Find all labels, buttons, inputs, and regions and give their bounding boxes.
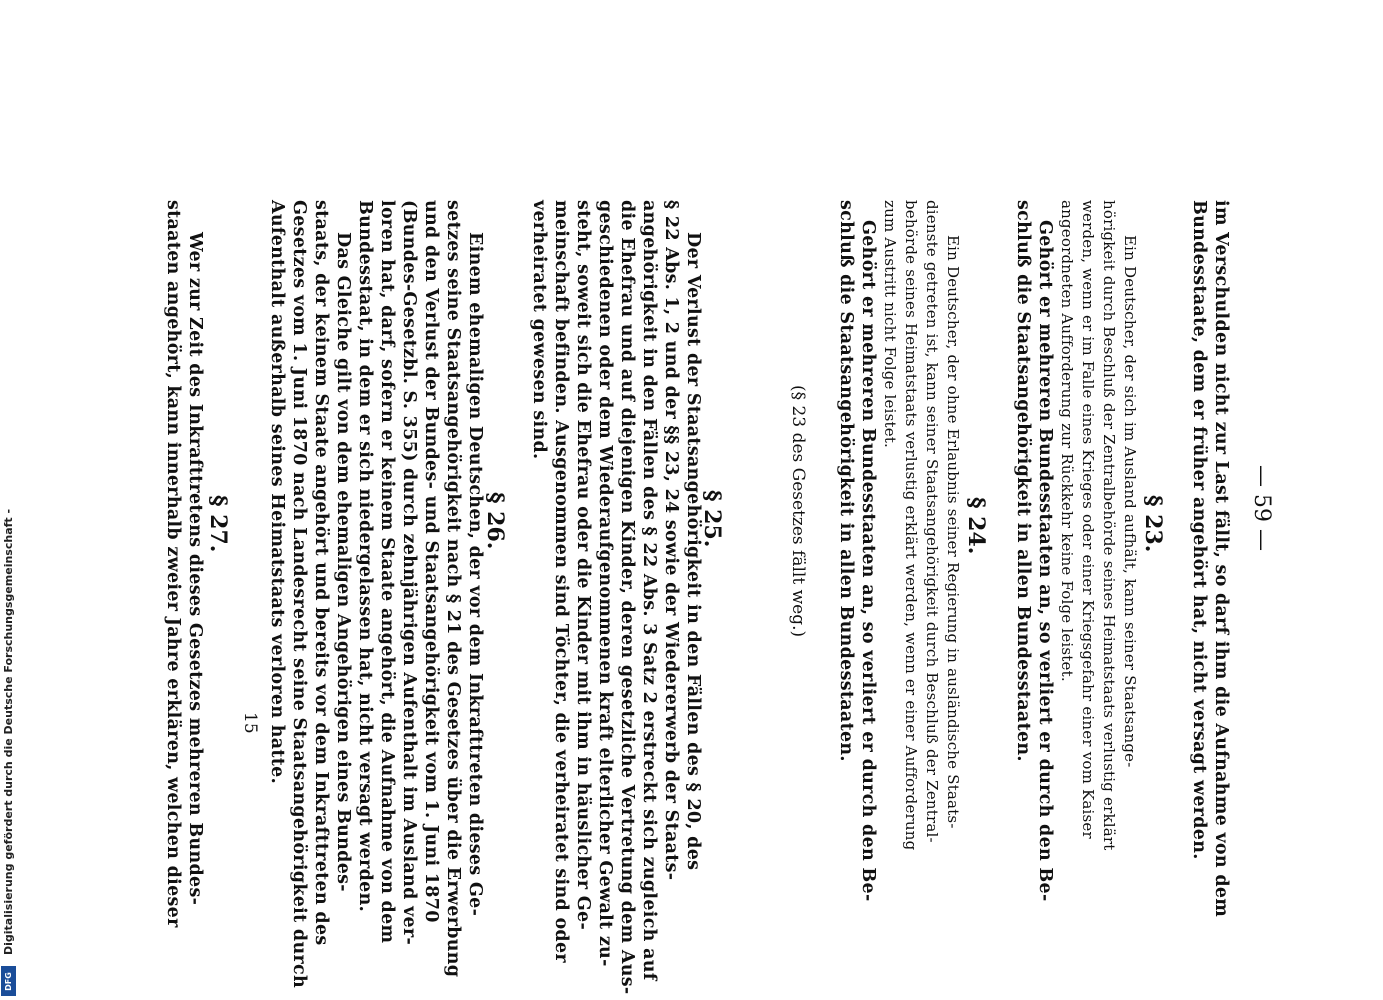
- text-line: staats, der keinem Staate angehört und bereits vor dem Inkrafttreten des: [311, 200, 331, 946]
- section-heading: § 26.: [482, 492, 508, 550]
- section-heading: § 27.: [205, 495, 231, 553]
- text-line: angeordneten Aufforderung zur Rückkehr keine Folge leistet.: [1058, 200, 1076, 682]
- text-line: Einem ehemaligen Deutschen, der vor dem Inkrafttreten dieses Ge-: [465, 232, 485, 917]
- section-heading: § 24.: [963, 497, 989, 555]
- text-line: geschiedenen oder dem Wiederaufgenommenen kraft elterlicher Gewalt zu-: [595, 200, 615, 967]
- dfg-logo: [1, 966, 16, 996]
- digitization-sidebar: [0, 0, 18, 1000]
- text-line: Gesetzes vom 1. Juni 1870 nach Landesrecht seine Staatsangehörigkeit durch: [289, 200, 309, 988]
- text-line: Gehört er mehreren Bundesstaaten an, so verliert er durch den Be-: [858, 220, 878, 902]
- text-line: behörde seines Heimatstaats verlustig erklärt werden, wenn er einer Aufforderung: [902, 200, 920, 851]
- text-line: schluß die Staatsangehörigkeit in allen Bundesstaaten.: [1013, 200, 1033, 762]
- text-line: und den Verlust der Bundes- und Staatsangehörigkeit vom 1. Juni 1870: [421, 200, 441, 923]
- text-line: zum Austritt nicht Folge leistet.: [881, 200, 899, 449]
- text-line: hörigkeit durch Beschluß der Zentralbehörde seines Heimatstaats verlustig erklärt: [1100, 200, 1118, 851]
- text-line: schluß die Staatsangehörigkeit in allen Bundesstaaten.: [836, 200, 856, 762]
- text-line: (Bundes-Gesetzbl. S. 355) durch zehnjährigen Aufenthalt im Ausland ver-: [399, 200, 419, 946]
- text-line: setzes seine Staatsangehörigkeit nach § 21 des Gesetzes über die Erwerbung: [443, 200, 463, 978]
- text-line: Das Gleiche gilt von dem ehemaligen Angehörigen eines Bundes-: [333, 232, 353, 892]
- text-line: die Ehefrau und auf diejenigen Kinder, deren gesetzliche Vertretung dem Aus-: [617, 200, 637, 995]
- text-line: Aufenthalt außerhalb seines Heimatstaats verloren hatte.: [267, 200, 287, 785]
- text-line: Bundesstaate, dem er früher angehört hat, nicht versagt werden.: [1189, 200, 1209, 860]
- text-line: Ein Deutscher, der sich im Ausland aufhält, kann seiner Staatsange-: [1121, 235, 1139, 768]
- text-line: werden, wenn er im Falle eines Krieges oder einer Kriegsgefahr einer vom Kaiser: [1079, 200, 1097, 839]
- section-heading: § 23.: [1140, 495, 1166, 553]
- text-line: verheiratet gewesen sind.: [529, 200, 549, 460]
- text-line: loren hat, darf, sofern er keinem Staate angehört, die Aufnahme von dem: [377, 200, 397, 944]
- page-number: — 59 —: [1249, 465, 1274, 551]
- text-line: § 22 Abs. 1, 2 und der §§ 23, 24 sowie der Wiedererwerb der Staats-: [661, 200, 681, 881]
- note-line: (§ 23 des Gesetzes fällt weg.): [788, 385, 808, 638]
- text-line: Der Verlust der Staatsangehörigkeit in den Fällen des § 20, des: [683, 232, 703, 871]
- text-line: staaten angehört, kann innerhalb zweier Jahre erklären, welchen dieser: [163, 200, 183, 928]
- text-line: Wer zur Zeit des Inkrafttretens dieses Gesetzes mehreren Bundes-: [185, 232, 205, 906]
- section-heading: § 25.: [699, 490, 725, 548]
- text-line: Ein Deutscher, der ohne Erlaubnis seiner Regierung in ausländische Staats-: [944, 235, 962, 829]
- text-line: dienste getreten ist, kann seiner Staatsangehörigkeit durch Beschluß der Zentral-: [923, 200, 941, 843]
- text-line: meinschaft befinden. Ausgenommen sind Töchter, die verheiratet sind oder: [551, 200, 571, 963]
- funding-notice: Digitalisierung gefördert durch die Deutsche Forschungsgemeinschaft -: [2, 508, 15, 955]
- text-line: Gehört er mehreren Bundesstaaten an, so verliert er durch den Be-: [1035, 220, 1055, 902]
- text-line: steht, soweit sich die Ehefrau oder die Kinder mit ihm in häuslicher Ge-: [573, 200, 593, 931]
- text-line: im Verschulden nicht zur Last fällt, so darf ihm die Aufnahme von dem: [1211, 200, 1231, 918]
- text-line: Bundesstaat, in dem er sich niedergelassen hat, nicht versagt werden.: [355, 200, 375, 913]
- signature-mark: 15: [240, 712, 260, 734]
- text-line: angehörigkeit in den Fällen des § 22 Abs. 3 Satz 2 erstreckt sich zugleich auf: [639, 200, 659, 981]
- dfg-logo-label: DFG: [4, 971, 14, 991]
